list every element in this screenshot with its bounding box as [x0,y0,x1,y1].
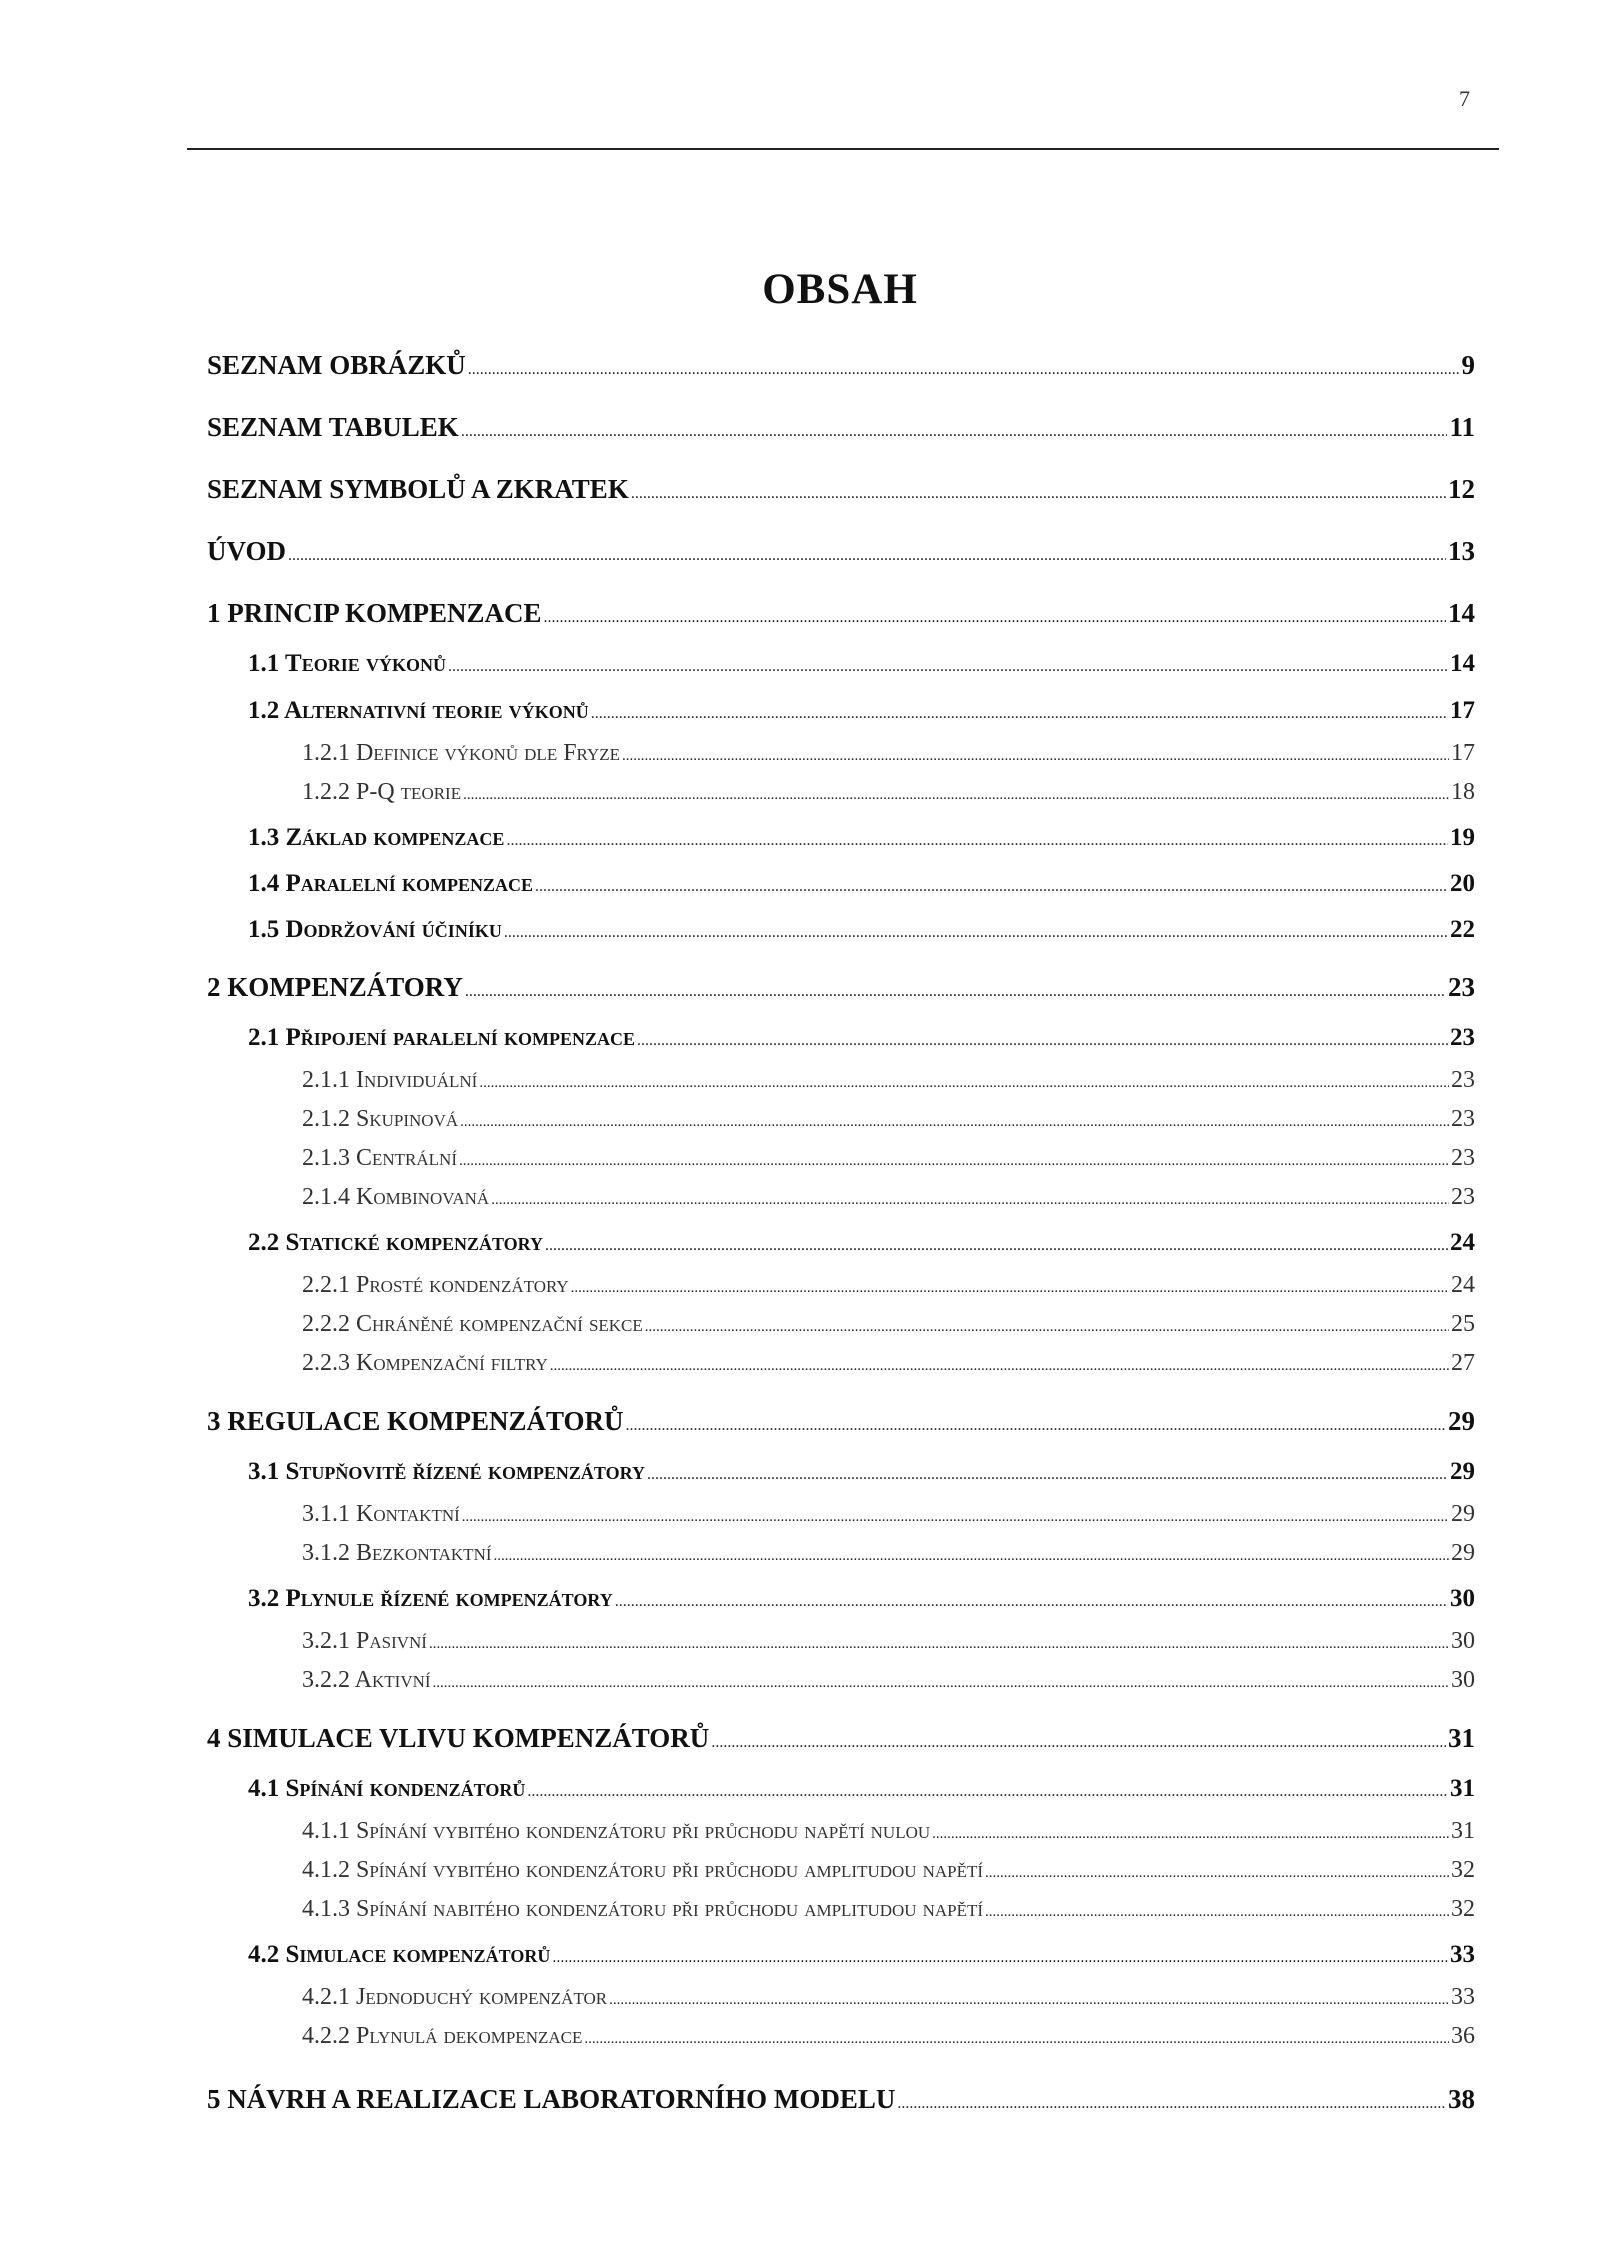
toc-entry-label: 1.4 Paralelní kompenzace [248,870,534,897]
toc-entry-page: 27 [1451,1350,1475,1376]
toc-entry[interactable] [248,1229,1475,1257]
toc-entry-label: 1.3 Základ kompenzace [248,824,505,851]
toc-entry[interactable] [302,1311,1475,1338]
dot-leader [527,1783,1448,1801]
toc-entry-page: 24 [1450,1229,1475,1256]
dot-leader [544,609,1446,627]
dot-leader [459,1153,1449,1170]
toc-entry-page: 36 [1451,2023,1475,2049]
toc-entry-label: SEZNAM SYMBOLŮ A ZKRATEK [207,474,629,504]
toc-entry-label: 1 PRINCIP KOMPENZACE [207,598,542,628]
dot-leader [461,423,1448,441]
toc-entry[interactable] [302,1067,1475,1094]
dot-leader [504,924,1448,942]
header-rule [187,148,1499,150]
toc-entry-label: 1.1 Teorie výkonů [248,650,446,677]
toc-entry-page: 23 [1448,972,1475,1002]
dot-leader [494,1548,1449,1565]
toc-entry[interactable] [248,1458,1475,1486]
dot-leader [465,983,1446,1001]
dot-leader [545,1237,1448,1255]
toc-entry-label: 2.1.3 Centrální [302,1145,457,1171]
toc-entry-label: 2.1.1 Individuální [302,1067,478,1093]
toc-entry[interactable] [302,1540,1475,1567]
toc-entry-page: 33 [1451,1984,1475,2010]
toc-entry-page: 31 [1448,1723,1475,1753]
toc-entry[interactable] [302,1857,1475,1884]
toc-entry-label: ÚVOD [207,536,286,566]
toc-entry-label: 5 NÁVRH A REALIZACE LABORATORNÍHO MODELU [207,2084,896,2114]
dot-leader [711,1734,1446,1752]
toc-entry[interactable] [302,779,1475,806]
toc-entry-page: 11 [1449,412,1475,442]
dot-leader [584,2031,1449,2048]
dot-leader [637,1032,1448,1050]
toc-entry[interactable] [302,1272,1475,1299]
dot-leader [626,1417,1446,1435]
toc-entry-label: 2.1.2 Skupinová [302,1106,459,1132]
dot-leader [609,1992,1449,2009]
dot-leader [288,547,1446,565]
toc-entry[interactable] [248,1775,1475,1803]
dot-leader [647,1466,1448,1484]
toc-entry[interactable] [302,1984,1475,2011]
toc-entry-label: 2.2.1 Prosté kondenzátory [302,1272,569,1298]
dot-leader [932,1826,1449,1843]
toc-entry-page: 25 [1451,1311,1475,1337]
toc-entry-page: 12 [1448,474,1475,504]
toc-entry[interactable] [302,1145,1475,1172]
dot-leader [506,832,1448,850]
page-title: OBSAH [762,266,918,313]
toc-entry-page: 23 [1450,1024,1475,1051]
dot-leader [631,485,1446,503]
toc-entry-page: 31 [1450,1775,1475,1802]
toc-entry-page: 30 [1450,1585,1475,1612]
toc-entry-label: 3.2.2 Aktivní [302,1667,431,1693]
toc-entry[interactable] [302,1184,1475,1211]
toc-entry-label: 2.1.4 Kombinovaná [302,1184,490,1210]
toc-entry-label: 1.2 Alternativní teorie výkonů [248,697,589,724]
toc-entry-page: 13 [1448,536,1475,566]
toc-entry-label: 4.1.1 Spínání vybitého kondenzátoru při průchodu napětí nulou [302,1818,931,1844]
dot-leader [615,1593,1448,1611]
toc-entry-label: 1.5 Dodržování účiníku [248,916,502,943]
dot-leader [897,2095,1446,2113]
toc-entry-label: 4.1.3 Spínání nabitého kondenzátoru při průchodu amplitudou napětí [302,1896,984,1922]
toc-entry-page: 14 [1448,598,1475,628]
toc-entry[interactable] [302,1501,1475,1528]
dot-leader [460,1114,1449,1131]
toc-entry-page: 22 [1450,916,1475,943]
dot-leader [479,1075,1449,1092]
toc-entry[interactable] [248,1585,1475,1613]
dot-leader [985,1865,1449,1882]
toc-entry[interactable] [248,870,1475,898]
toc-entry-label: 2.2 Statické kompenzátory [248,1229,544,1256]
toc-entry[interactable] [207,412,1475,443]
toc-entry-label: 1.2.1 Definice výkonů dle Fryze [302,740,620,766]
toc-entry-page: 30 [1451,1628,1475,1654]
toc-entry[interactable] [207,598,1475,629]
toc-entry-page: 29 [1448,1406,1475,1436]
toc-entry-page: 38 [1448,2084,1475,2114]
dot-leader [448,658,1448,676]
dot-leader [468,361,1460,379]
toc-entry[interactable] [302,1818,1475,1845]
dot-leader [645,1319,1449,1336]
toc-entry-page: 29 [1450,1458,1475,1485]
toc-entry-label: 4.2 Simulace kompenzátorů [248,1941,551,1968]
toc-entry-label: 3 REGULACE KOMPENZÁTORŮ [207,1406,624,1436]
toc-entry[interactable] [302,740,1475,767]
toc-entry-label: 4.1 Spínání kondenzátorů [248,1775,526,1802]
toc-entry[interactable] [302,1896,1475,1923]
toc-entry-label: 2.1 Připojení paralelní kompenzace [248,1024,635,1051]
toc-entry-page: 24 [1451,1272,1475,1298]
toc-entry[interactable] [248,824,1475,852]
toc-entry-page: 23 [1451,1145,1475,1171]
toc-entry-page: 33 [1450,1941,1475,1968]
page-number: 7 [1459,86,1470,111]
dot-leader [491,1192,1449,1209]
toc-entry-page: 14 [1450,650,1475,677]
toc-entry-page: 23 [1451,1106,1475,1132]
toc-entry-label: 3.2.1 Pasivní [302,1628,427,1654]
toc-entry-label: 4 SIMULACE VLIVU KOMPENZÁTORŮ [207,1723,710,1753]
toc-entry-page: 23 [1451,1184,1475,1210]
toc-entry-label: 1.2.2 P-Q teorie [302,779,462,805]
toc-entry[interactable] [248,697,1475,725]
dot-leader [591,705,1448,723]
toc-entry[interactable] [302,1106,1475,1133]
toc-entry[interactable] [207,1406,1475,1437]
toc-entry[interactable] [207,536,1475,567]
toc-entry[interactable] [248,916,1475,944]
dot-leader [985,1904,1449,1921]
toc-entry-page: 17 [1450,697,1475,724]
toc-entry-page: 17 [1451,740,1475,766]
toc-entry-label: 4.1.2 Spínání vybitého kondenzátoru při průchodu amplitudou napětí [302,1857,984,1883]
toc-entry[interactable] [248,1941,1475,1969]
toc-entry-page: 20 [1450,870,1475,897]
toc-entry[interactable] [248,650,1475,678]
toc-entry-label: SEZNAM OBRÁZKŮ [207,350,466,380]
toc-entry-label: 4.2.1 Jednoduchý kompenzátor [302,1984,608,2010]
toc-entry[interactable] [248,1024,1475,1052]
dot-leader [429,1636,1449,1653]
toc-entry-page: 19 [1450,824,1475,851]
toc-entry-label: 3.1.2 Bezkontaktní [302,1540,492,1566]
dot-leader [622,748,1449,765]
dot-leader [571,1280,1449,1297]
dot-leader [550,1358,1449,1375]
toc-entry-page: 9 [1461,350,1475,380]
toc-entry-label: 2.2.2 Chráněné kompenzační sekce [302,1311,643,1337]
toc-entry-page: 18 [1451,779,1475,805]
toc-entry-page: 30 [1451,1667,1475,1693]
toc-entry[interactable] [302,1350,1475,1377]
toc-entry[interactable] [207,474,1475,505]
toc-entry-label: 2 KOMPENZÁTORY [207,972,463,1002]
dot-leader [462,1509,1449,1526]
toc-entry[interactable] [207,350,1475,381]
toc-entry[interactable] [302,1667,1475,1694]
toc-entry-page: 31 [1451,1818,1475,1844]
dot-leader [535,878,1448,896]
toc-entry-page: 23 [1451,1067,1475,1093]
toc-entry-page: 29 [1451,1540,1475,1566]
toc-entry[interactable] [207,1723,1475,1754]
toc-entry[interactable] [207,2084,1475,2115]
toc-entry-page: 29 [1451,1501,1475,1527]
toc-entry-page: 32 [1451,1857,1475,1883]
toc-entry-label: 3.1 Stupňovitě řízené kompenzátory [248,1458,645,1485]
dot-leader [433,1675,1449,1692]
toc-entry-page: 32 [1451,1896,1475,1922]
dot-leader [552,1949,1448,1967]
dot-leader [463,787,1449,804]
toc-entry-label: 3.1.1 Kontaktní [302,1501,460,1527]
toc-entry-label: 4.2.2 Plynulá dekompenzace [302,2023,583,2049]
toc-entry[interactable] [207,972,1475,1003]
toc-entry-label: SEZNAM TABULEK [207,412,459,442]
toc-entry-label: 3.2 Plynule řízené kompenzátory [248,1585,613,1612]
toc-entry[interactable] [302,2023,1475,2050]
toc-entry-label: 2.2.3 Kompenzační filtry [302,1350,548,1376]
toc-entry[interactable] [302,1628,1475,1655]
